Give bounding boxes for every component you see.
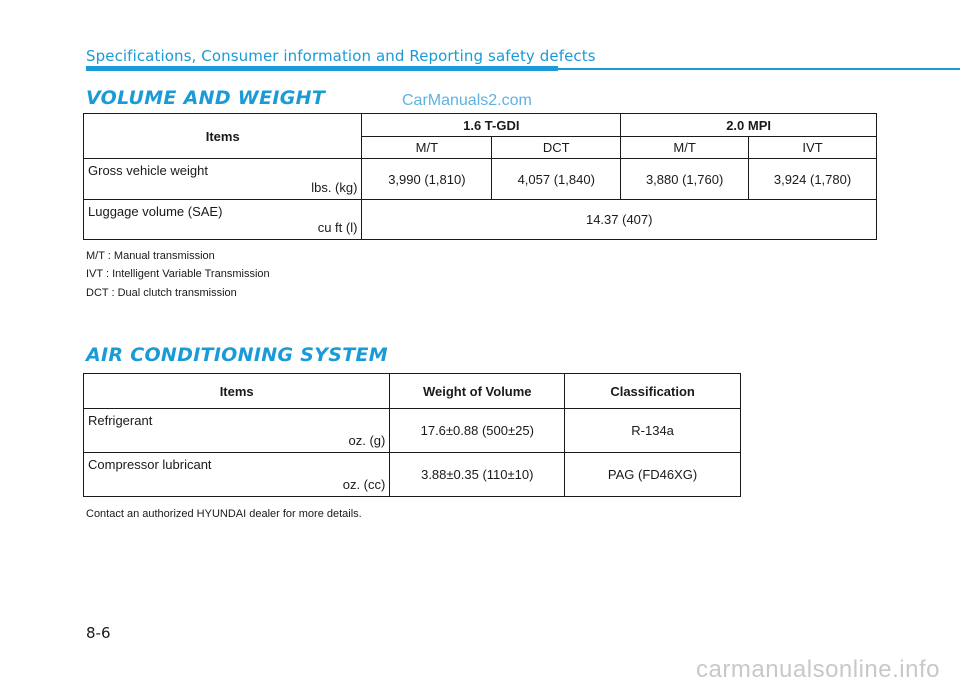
- table-row: [84, 409, 741, 453]
- item-cell: [84, 200, 362, 240]
- watermark-footer: carmanualsonline.info: [696, 656, 940, 683]
- subheader-ivt: IVT: [749, 137, 877, 159]
- air-conditioning-table: [83, 373, 741, 497]
- items-header: Items: [84, 114, 362, 159]
- note-mt: M/T : Manual transmission: [86, 250, 215, 262]
- item-cell: [84, 159, 362, 200]
- item-name: Gross vehicle weight: [88, 163, 208, 178]
- note-dct: DCT : Dual clutch transmission: [86, 287, 237, 299]
- dealer-note: Contact an authorized HYUNDAI dealer for more details.: [86, 508, 362, 520]
- item-unit: oz. (cc): [342, 477, 386, 492]
- value-cell: 3,990 (1,810): [362, 159, 492, 200]
- classification-cell: R-134a: [565, 409, 741, 453]
- section-header-title: Specifications, Consumer information and Reporting safety defects: [86, 47, 596, 65]
- header-rule-thin: [558, 68, 960, 70]
- classification-cell: PAG (FD46XG): [565, 453, 741, 497]
- note-ivt: IVT : Intelligent Variable Transmission: [86, 268, 270, 280]
- group-header-16tgdi: 1.6 T-GDI: [362, 114, 621, 137]
- air-conditioning-title: AIR CONDITIONING SYSTEM: [86, 344, 388, 366]
- watermark-top: CarManuals2.com: [402, 92, 532, 109]
- page-number: 8-6: [86, 624, 111, 642]
- item-cell: [84, 409, 390, 453]
- header-items: Items: [84, 374, 390, 409]
- table-row: [84, 159, 877, 200]
- header-classification: Classification: [565, 374, 741, 409]
- header-weight: Weight of Volume: [390, 374, 565, 409]
- table-row: [84, 200, 877, 240]
- table-row: [84, 453, 741, 497]
- item-cell: [84, 453, 390, 497]
- item-name: Luggage volume (SAE): [88, 204, 223, 219]
- volume-weight-table: [83, 113, 877, 240]
- value-cell: 3,880 (1,760): [621, 159, 749, 200]
- weight-cell: 17.6±0.88 (500±25): [390, 409, 565, 453]
- item-name: Compressor lubricant: [88, 457, 212, 472]
- weight-cell: 3.88±0.35 (110±10): [390, 453, 565, 497]
- item-unit: lbs. (kg): [311, 180, 358, 195]
- subheader-mt: M/T: [621, 137, 749, 159]
- item-unit: cu ft (l): [317, 220, 358, 235]
- item-unit: oz. (g): [348, 433, 386, 448]
- subheader-dct: DCT: [492, 137, 621, 159]
- value-cell: 4,057 (1,840): [492, 159, 621, 200]
- subheader-mt: M/T: [362, 137, 492, 159]
- volume-weight-title: VOLUME AND WEIGHT: [86, 87, 326, 109]
- item-name: Refrigerant: [88, 413, 153, 428]
- value-cell: 3,924 (1,780): [749, 159, 877, 200]
- header-rule: [86, 66, 558, 71]
- value-cell: 14.37 (407): [362, 200, 877, 240]
- group-header-20mpi: 2.0 MPI: [621, 114, 877, 137]
